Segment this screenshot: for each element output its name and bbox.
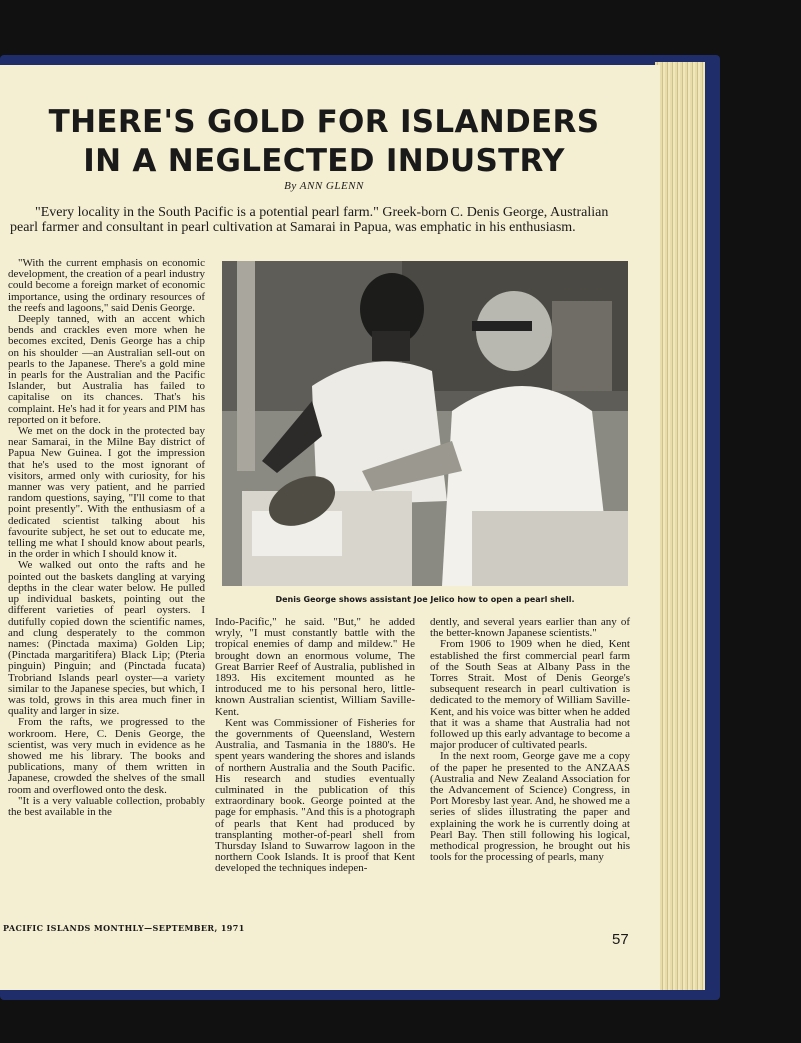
photo-illustration xyxy=(222,261,628,586)
page-number: 57 xyxy=(612,931,629,948)
footer-publication: PACIFIC ISLANDS MONTHLY—SEPTEMBER, 1971 xyxy=(3,923,245,933)
intro-paragraph: "Every locality in the South Pacific is a potential pearl farm." Greek-born C. Denis George, Australian pearl farmer and consultant in pearl cultivation at Samarai in Papua, was emphatic in his enthusiasm. xyxy=(10,205,609,235)
paragraph: "With the current emphasis on economic development, the creation of a pearl industry could become a foreign market of economic importance, using the ordinary resources of the reefs and lagoons," said Denis George. xyxy=(8,257,206,314)
paragraph: In the next room, George gave me a copy of the paper he presented to the ANZAAS (Australia and New Zealand Association for the Advancement of Science) Congress, in Port Moresby last year. And, he showed me a series of slides illustrating the paper and explaining the work he is currently doing at Pearl Bay. Then still following his logical, methodical progression, he brought out his tools for the processing of pearls, many xyxy=(430,750,630,864)
page-edges xyxy=(655,62,705,990)
headline-line-1: THERE'S GOLD FOR ISLANDERS xyxy=(48,104,600,140)
headline-line-2: IN A NEGLECTED INDUSTRY xyxy=(83,143,565,179)
magazine-page xyxy=(0,65,660,990)
paragraph: "It is a very valuable collection, probably the best available in the xyxy=(8,794,205,818)
paragraph: We walked out onto the rafts and he pointed out the baskets dangling at varying depths in the clear water below. He pulled up individual baskets, pointing out the different varieties of pearl oysters. I dutifully copied down the scientific names, and clung desperately to the common names: (Pinctada maxima) Golden Lip; (Pinctada margaritifera) Black Lip; (Pteria pinguin) Pinguin; and (Pinctada fucata) Trobriand Islands pearl oyster—a variety similar to the Japanese species, but which, I was told, grows in this area much finer in quality and larger in size. xyxy=(8,559,205,718)
paragraph: Deeply tanned, with an accent which bends and crackles even more when he becomes excited, Denis George has a chip on his shoulder —an Australian sell-out on pearls to the Japanese. There's a gold mine in pearls for the Australian and the Pacific Islander, but Australia has failed to capitalise on its chances. That's his complaint. He's had it for years and PIM has reported on it before. xyxy=(8,313,205,426)
paragraph: From the rafts, we progressed to the workroom. Here, C. Denis George, the scientist, was very much in evidence as he showed me his library. The books and publications, many of them written in Japanese, crowded the shelves of the small room and overflowed onto the desk. xyxy=(8,716,205,796)
photo-caption: Denis George shows assistant Joe Jelico how to open a pearl shell. xyxy=(275,595,575,604)
column-2 xyxy=(215,617,415,875)
paragraph: Indo-Pacific," he said. "But," he added wryly, "I must constantly battle with the tropical enemies of damp and mildew." He brought down an enormous volume, The Great Barrier Reef of Australia, published in 1893. His excitement mounted as he introduced me to his personal hero, little-known Australian scientist, William Saville-Kent. xyxy=(215,616,415,718)
headline xyxy=(0,103,648,181)
column-3 xyxy=(430,617,630,863)
paragraph: dently, and several years earlier than any of the better-known Japanese scientists." xyxy=(430,616,630,640)
paragraph: Kent was Commissioner of Fisheries for the governments of Queensland, Western Australia, and Tasmania in the 1880's. He spent years wandering the shores and islands of northern Australia and the South Pacific. His research and studies eventually culminated in the publication of this extraordinary book. George pointed at the page for emphasis. "And this is a photograph of pearls that Kent had produced by transplanting mother-of-pearl shell from Thursday Island to Suwarrow lagoon in the northern Cook Islands. It is proof that Kent developed the techniques indepen- xyxy=(215,716,415,875)
article-photo xyxy=(222,261,628,586)
paragraph: We met on the dock in the protected bay near Samarai, in the Milne Bay district of Papua New Guinea. I got the impression that he's used to the most ignorant of visitors, armed only with curiosity, for his manner was very patient, and he parried random questions, saying, "I'll come to that point presently". With the enthusiasm of a dedicated scientist talking about his favourite subject, he set out to educate me, telling me what I should know about pearls, in the order in which I should know it. xyxy=(8,425,205,561)
paragraph: From 1906 to 1909 when he died, Kent established the first commercial pearl farm of the South Seas at Albany Pass in the Torres Strait. Most of Denis George's subsequent research in pearl cultivation is dedicated to the memory of William Saville-Kent, and his voice was bitter when he added that it was a shame that Australia had not followed up this early advantage to become a major producer of cultivated pearls. xyxy=(430,638,630,752)
column-1 xyxy=(8,258,205,818)
byline: By ANN GLENN xyxy=(284,180,364,192)
